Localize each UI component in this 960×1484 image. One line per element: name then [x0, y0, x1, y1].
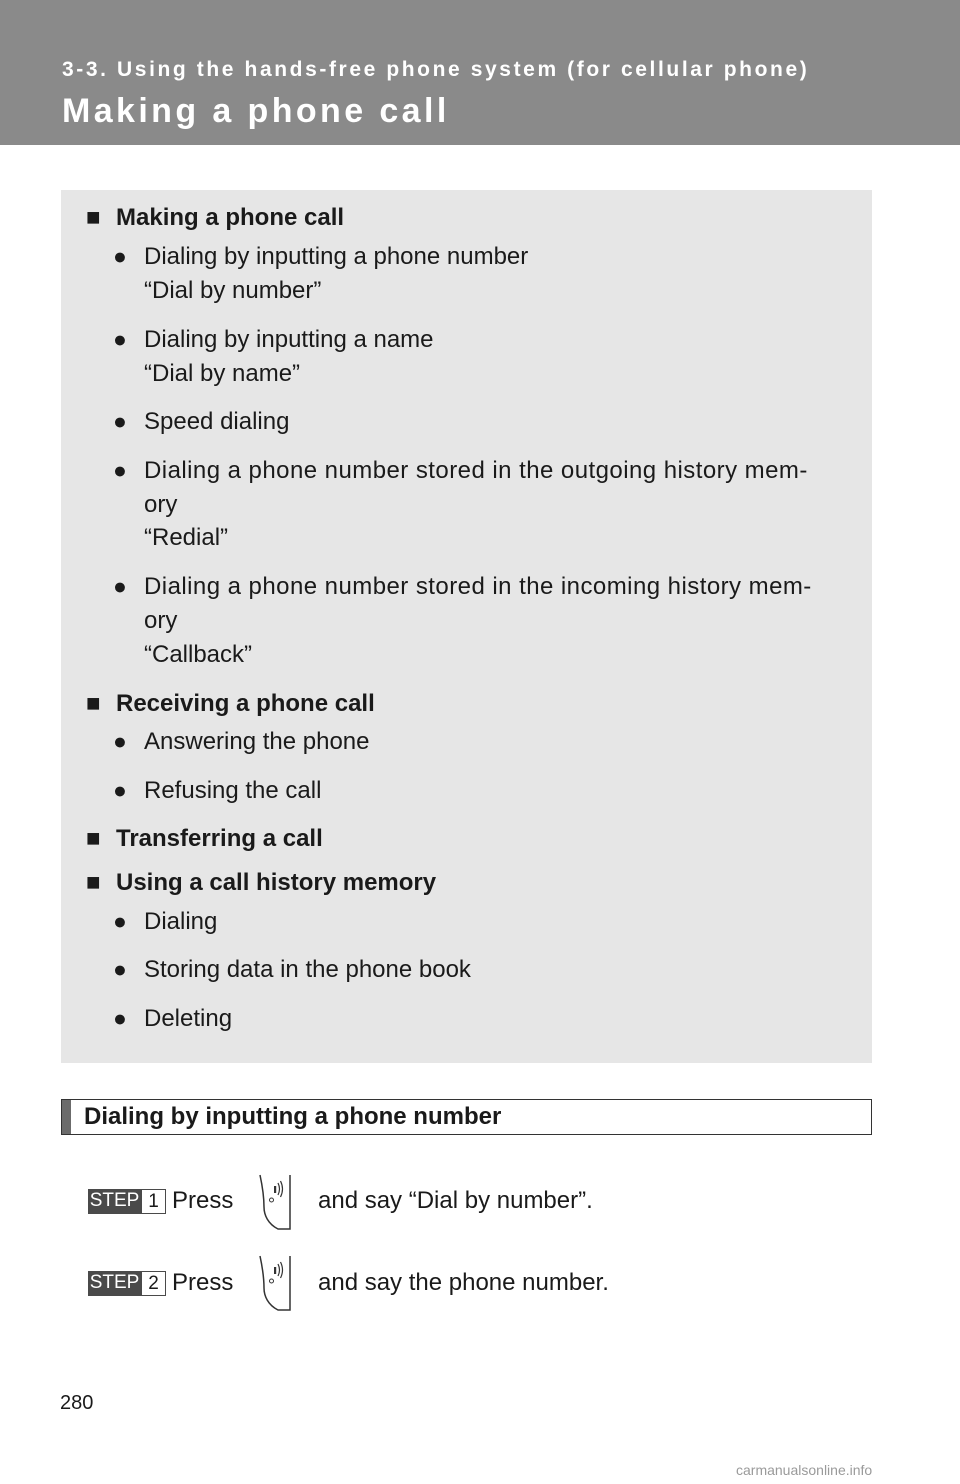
watermark: carmanualsonline.info	[736, 1462, 873, 1478]
voice-command-text: “Callback”	[144, 641, 253, 668]
step-badge: STEP 1	[88, 1189, 166, 1214]
round-bullet-icon: ●	[113, 243, 127, 269]
list-item: ● Deleting	[113, 1005, 233, 1032]
subheading-accent	[62, 1100, 71, 1134]
list-item: ● Dialing a phone number stored in the incoming history mem-	[113, 573, 812, 600]
list-item: ● Dialing	[113, 908, 218, 935]
voice-command-text: “Redial”	[144, 524, 229, 551]
round-bullet-icon: ●	[113, 573, 128, 599]
subheading-title: Dialing by inputting a phone number	[84, 1103, 502, 1130]
round-bullet-icon: ●	[113, 728, 127, 754]
square-bullet-icon: ■	[86, 869, 101, 896]
list-item: ● Dialing by inputting a name	[113, 326, 434, 353]
talk-switch-icon	[256, 1254, 292, 1312]
list-item: ● Dialing by inputting a phone number	[113, 243, 529, 270]
step-instruction: and say “Dial by number”.	[318, 1187, 593, 1214]
chapter-header	[0, 0, 960, 145]
round-bullet-icon: ●	[113, 956, 127, 982]
list-item: ● Storing data in the phone book	[113, 956, 471, 983]
voice-command-text: “Dial by number”	[144, 277, 322, 304]
list-item: ● Refusing the call	[113, 777, 322, 804]
section-subtitle: 3-3. Using the hands-free phone system (for cellular phone)	[62, 58, 810, 81]
section-heading-making-call: ■ Making a phone call	[86, 204, 345, 231]
round-bullet-icon: ●	[113, 777, 127, 803]
step-press-text: Press	[172, 1187, 234, 1214]
round-bullet-icon: ●	[113, 1005, 127, 1031]
section-heading-receiving-call: ■ Receiving a phone call	[86, 690, 375, 717]
square-bullet-icon: ■	[86, 204, 101, 231]
list-item: ● Dialing a phone number stored in the outgoing history mem-	[113, 457, 808, 484]
page-number: 280	[60, 1392, 94, 1414]
section-heading-call-history: ■ Using a call history memory	[86, 869, 437, 896]
subheading-bar	[61, 1099, 872, 1135]
list-item: ● Answering the phone	[113, 728, 370, 755]
round-bullet-icon: ●	[113, 408, 127, 434]
square-bullet-icon: ■	[86, 690, 101, 717]
talk-switch-icon	[256, 1173, 292, 1231]
list-item-continuation: ory	[144, 607, 178, 634]
page-title: Making a phone call	[62, 92, 450, 130]
step-instruction: and say the phone number.	[318, 1269, 609, 1296]
round-bullet-icon: ●	[113, 908, 127, 934]
square-bullet-icon: ■	[86, 825, 101, 852]
step-press-text: Press	[172, 1269, 234, 1296]
round-bullet-icon: ●	[113, 457, 128, 483]
step-badge: STEP 2	[88, 1271, 166, 1296]
list-item: ● Speed dialing	[113, 408, 290, 435]
voice-command-text: “Dial by name”	[144, 360, 301, 387]
section-heading-transferring-call: ■ Transferring a call	[86, 825, 323, 852]
list-item-continuation: ory	[144, 491, 178, 518]
round-bullet-icon: ●	[113, 326, 127, 352]
